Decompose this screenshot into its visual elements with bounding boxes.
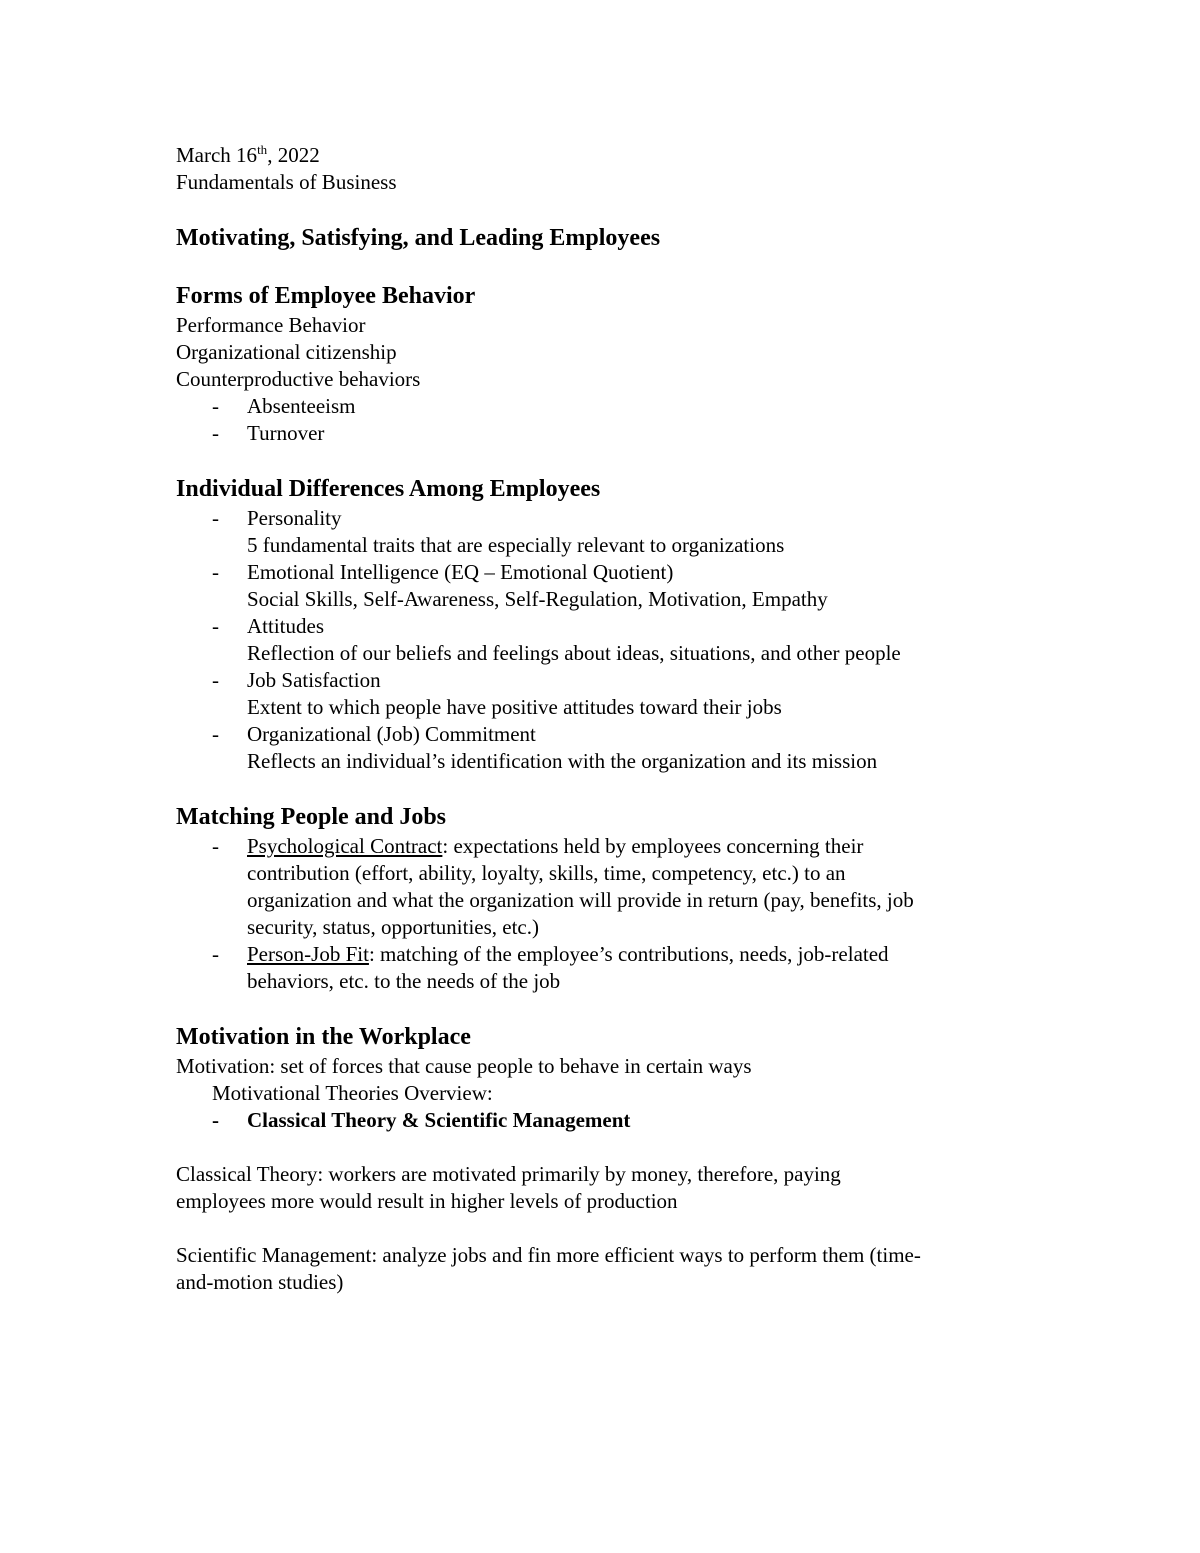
document-title: Motivating, Satisfying, and Leading Employees	[176, 225, 661, 251]
list-item: Organizational citizenship	[176, 340, 397, 364]
classical-theory-paragraph: employees more would result in higher levels of production	[176, 1189, 678, 1213]
bullet-dash: -	[212, 506, 219, 530]
theories-overview: Motivational Theories Overview:	[212, 1081, 493, 1105]
date-suffix: th	[257, 142, 268, 157]
scientific-management-paragraph: and-motion studies)	[176, 1270, 344, 1294]
bullet-item: - Person-Job Fit: matching of the employee’s contributions, needs, job-related behaviors, etc. to the needs of the job	[212, 942, 889, 993]
bullet-dash: -	[212, 722, 219, 746]
bullet-item: - Emotional Intelligence (EQ – Emotional Quotient) Social Skills, Self-Awareness, Self-Regulation, Motivation, Empathy	[212, 560, 828, 611]
paragraph-spacer	[176, 1134, 1036, 1161]
bullet-item: - Absenteeism	[212, 394, 356, 418]
section-heading-motivation: Motivation in the Workplace	[176, 1024, 471, 1050]
bullet-item: - Classical Theory & Scientific Management	[212, 1108, 631, 1132]
motivation-definition: Motivation: set of forces that cause people to behave in certain ways	[176, 1054, 752, 1078]
bullet-item: - Personality 5 fundamental traits that are especially relevant to organizations	[212, 506, 785, 557]
date-line: March 16th, 2022	[176, 142, 320, 167]
list-item: Counterproductive behaviors	[176, 367, 421, 391]
bullet-item: - Job Satisfaction Extent to which people have positive attitudes toward their jobs	[212, 668, 782, 719]
bullet-dash: -	[212, 942, 219, 966]
bullet-dash: -	[212, 421, 219, 445]
section-heading-matching: Matching People and Jobs	[176, 804, 447, 830]
classical-theory-paragraph: Classical Theory: workers are motivated primarily by money, therefore, paying	[176, 1162, 841, 1186]
document-content	[176, 142, 1036, 1296]
bullet-dash: -	[212, 614, 219, 638]
bullet-dash: -	[212, 834, 219, 858]
bullet-dash: -	[212, 394, 219, 418]
bullet-dash: -	[212, 668, 219, 692]
paragraph-spacer	[176, 1215, 1036, 1242]
course-name: Fundamentals of Business	[176, 170, 397, 194]
term-person-job-fit: Person-Job Fit	[247, 942, 369, 966]
list-item: Performance Behavior	[176, 313, 366, 337]
bullet-dash: -	[212, 560, 219, 584]
section-heading-differences: Individual Differences Among Employees	[176, 476, 601, 502]
section-heading-forms: Forms of Employee Behavior	[176, 283, 476, 309]
bullet-item: - Organizational (Job) Commitment Reflects an individual’s identification with the organization and its mission	[212, 722, 878, 773]
bullet-dash: -	[212, 1108, 219, 1132]
bullet-item: - Psychological Contract: expectations held by employees concerning their contribution (effort, ability, loyalty, skills, time, competency, etc.) to an organization and what the organization will provide in return (pay, benefits, job security, status, opportunities, etc.)	[212, 834, 914, 939]
bullet-item: - Turnover	[212, 421, 325, 445]
term-psychological-contract: Psychological Contract	[247, 834, 443, 858]
scientific-management-paragraph: Scientific Management: analyze jobs and fin more efficient ways to perform them (time-	[176, 1243, 921, 1267]
bullet-item: - Attitudes Reflection of our beliefs and feelings about ideas, situations, and other people	[212, 614, 901, 665]
